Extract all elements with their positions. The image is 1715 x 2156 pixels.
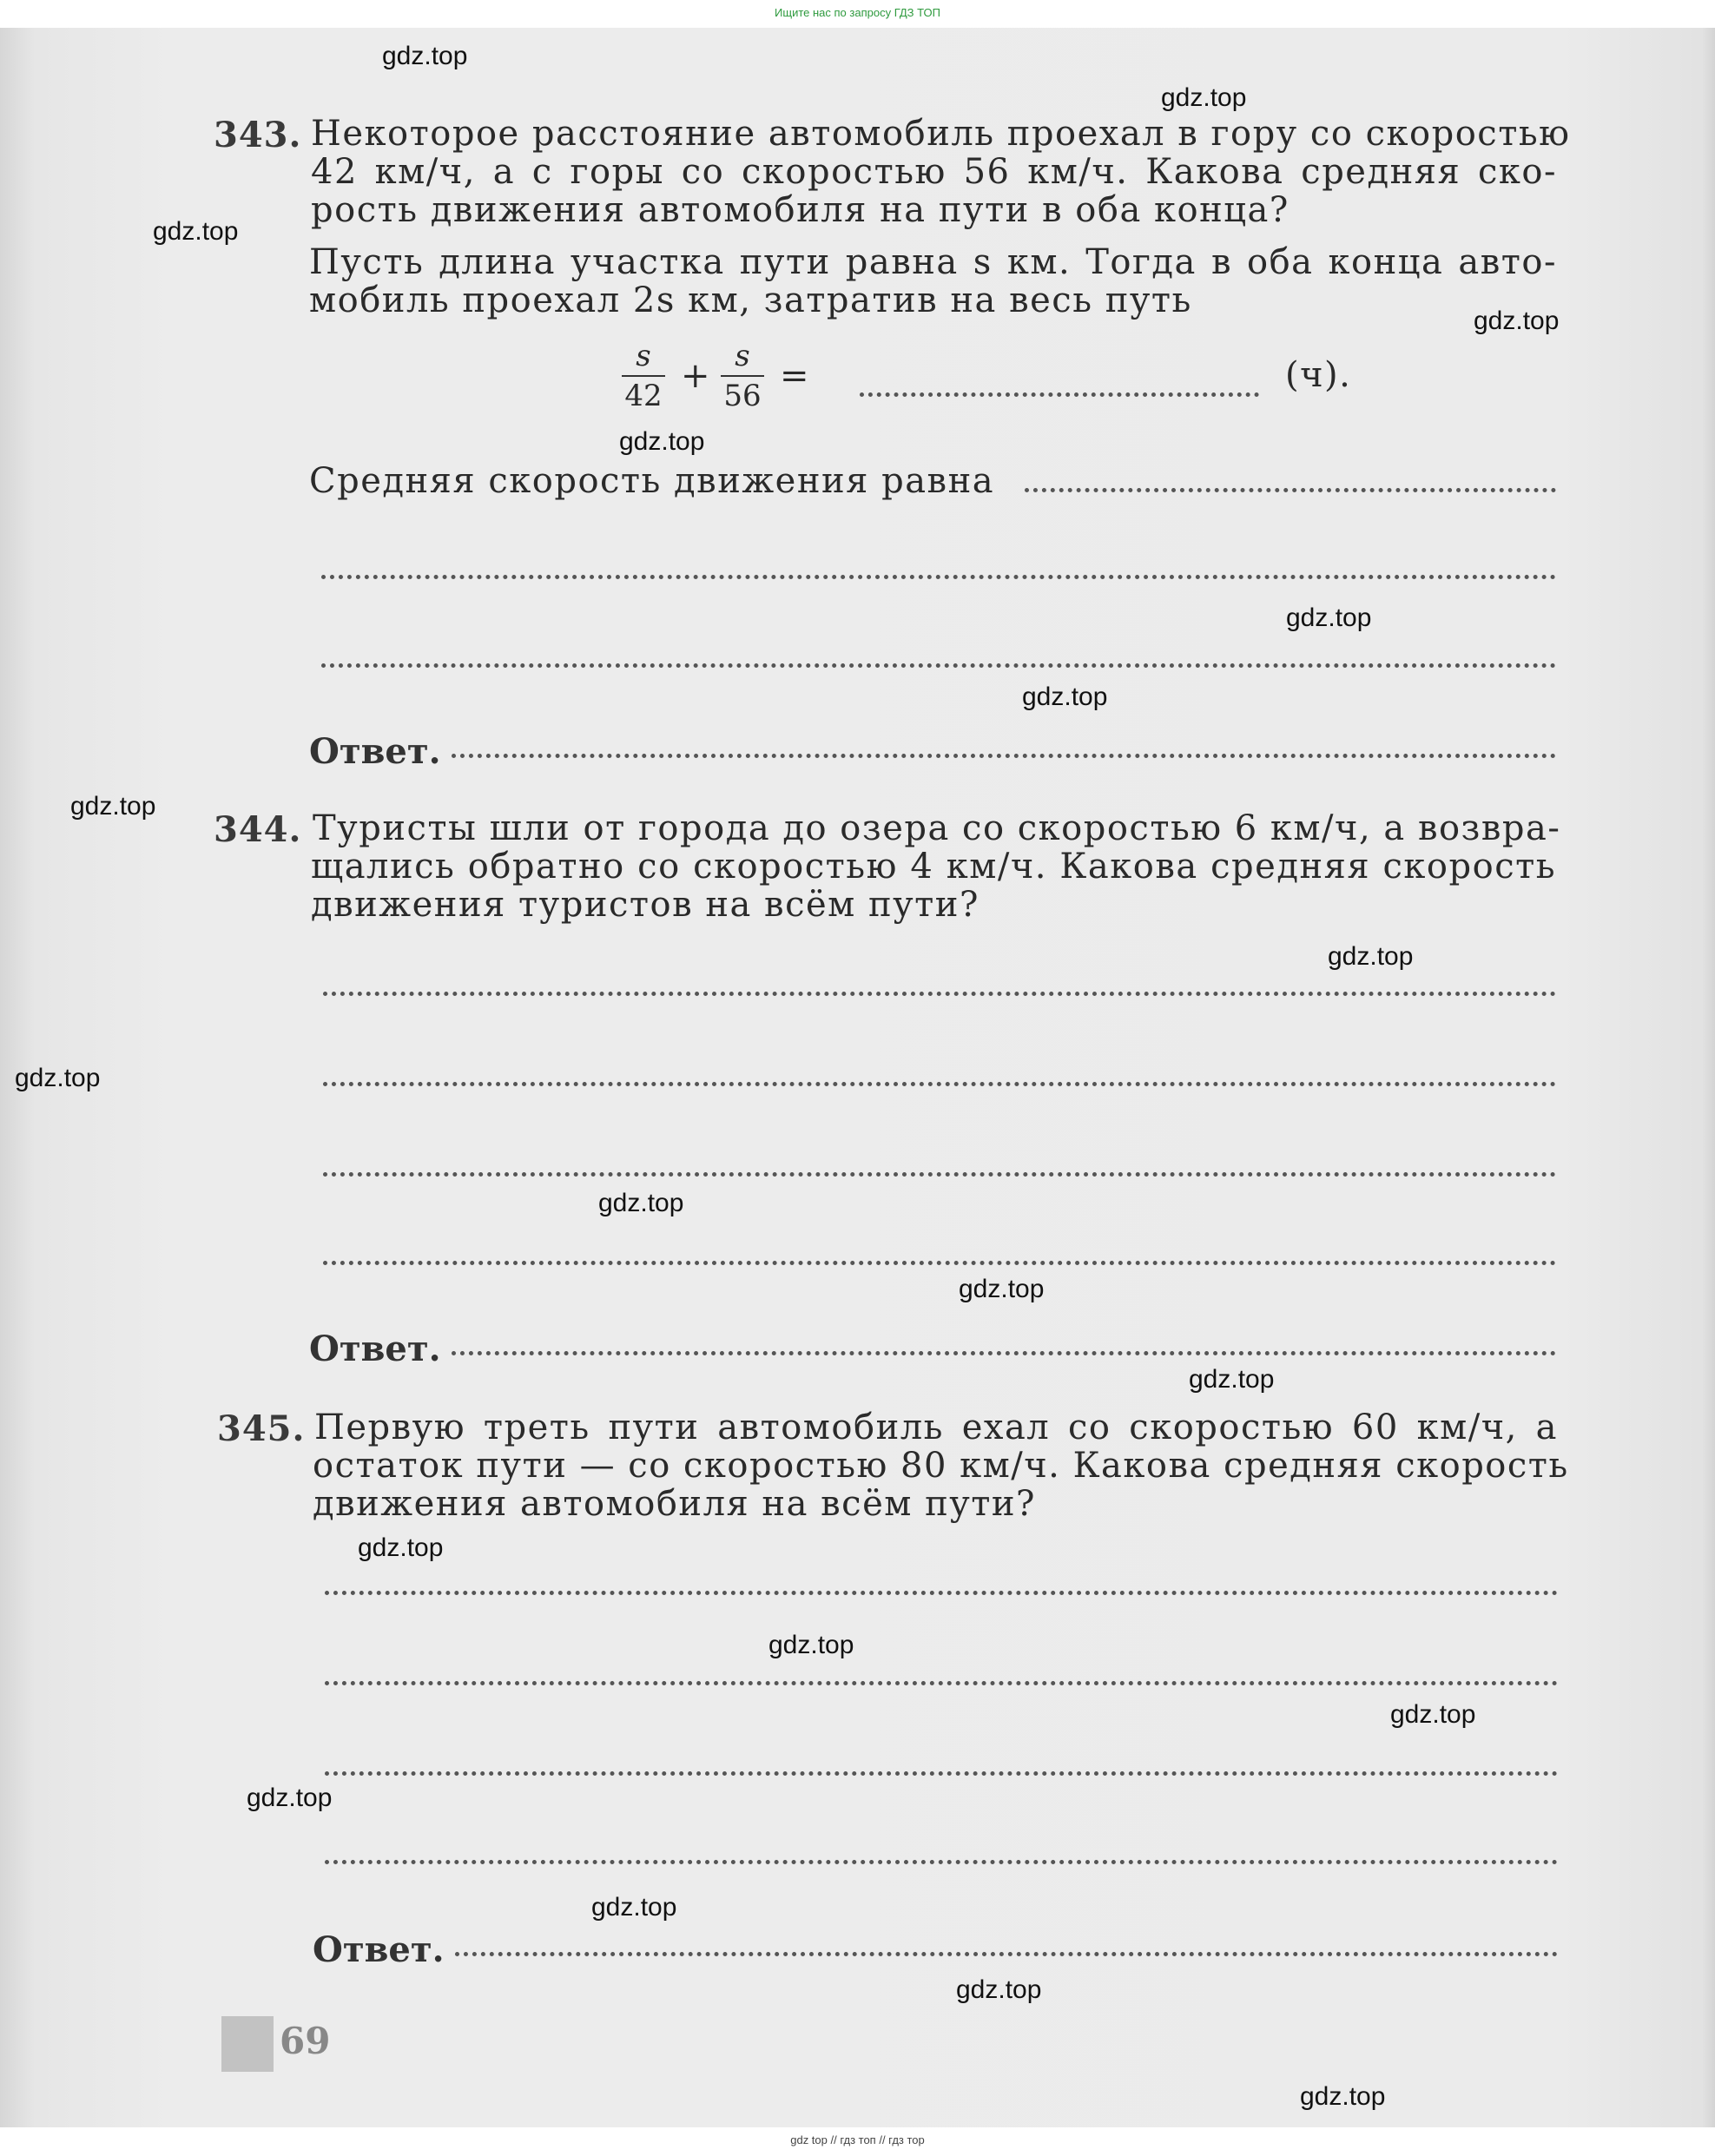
problem-345-line-1: Первую треть пути автомобиль ехал со скоростью 60 км/ч, а	[314, 1408, 1558, 1447]
watermark: gdz.top	[1022, 682, 1108, 711]
unit-hours: (ч).	[1285, 355, 1352, 395]
watermark: gdz.top	[1474, 307, 1560, 335]
problem-343-answer-label: Ответ.	[309, 731, 441, 772]
fill-in-dots[interactable]	[325, 1771, 1558, 1776]
bottom-banner: gdz top // гдз топ // гдз тор	[790, 2133, 925, 2146]
answer-dots[interactable]	[452, 1351, 1556, 1355]
problem-345-line-2: остаток пути — со скоростью 80 км/ч. Какова средняя скорость	[313, 1446, 1569, 1486]
fill-in-dots[interactable]	[860, 392, 1259, 397]
fill-in-dots[interactable]	[321, 663, 1556, 668]
answer-dots[interactable]	[455, 1952, 1558, 1956]
watermark: gdz.top	[1390, 1700, 1476, 1729]
watermark: gdz.top	[1300, 2082, 1386, 2111]
problem-345-answer-label: Ответ.	[313, 1929, 445, 1970]
fraction-s-over-42	[622, 339, 665, 413]
problem-344-number: 344.	[214, 809, 302, 850]
watermark: gdz.top	[382, 42, 468, 70]
problem-343-number: 343.	[214, 115, 302, 155]
problem-344-answer-label: Ответ.	[309, 1329, 441, 1369]
problem-343-line-1: Некоторое расстояние автомобиль проехал в гору со скоростью	[311, 114, 1571, 154]
fill-in-dots[interactable]	[325, 1681, 1558, 1685]
page-number-box	[221, 2016, 274, 2072]
watermark: gdz.top	[1189, 1365, 1275, 1394]
fill-in-dots[interactable]	[321, 575, 1556, 579]
problem-345-line-3: движения автомобиля на всём пути?	[313, 1484, 1036, 1524]
answer-dots[interactable]	[452, 754, 1556, 758]
equals-sign: =	[780, 356, 809, 396]
watermark: gdz.top	[768, 1631, 854, 1659]
fill-in-dots[interactable]	[323, 1261, 1556, 1265]
fill-in-dots[interactable]	[325, 1860, 1558, 1864]
problem-343-line-4: Пусть длина участка пути равна s км. Тогда в оба конца авто-	[309, 242, 1557, 282]
watermark: gdz.top	[598, 1189, 684, 1217]
watermark: gdz.top	[153, 217, 239, 246]
problem-343-line-2: 42 км/ч, а с горы со скоростью 56 км/ч. Какова средняя ско-	[311, 152, 1557, 192]
watermark: gdz.top	[591, 1893, 677, 1922]
fraction-2-bar	[721, 375, 764, 377]
watermark: gdz.top	[619, 427, 705, 456]
workbook-page	[0, 28, 1715, 2127]
problem-344-line-1: Туристы шли от города до озера со скоростью 6 км/ч, а возвра-	[313, 808, 1561, 848]
fill-in-dots[interactable]	[323, 1172, 1556, 1177]
watermark: gdz.top	[956, 1975, 1042, 2004]
watermark: gdz.top	[15, 1064, 101, 1092]
fraction-1-numerator: s	[636, 339, 651, 373]
problem-345-number: 345.	[217, 1408, 306, 1449]
watermark: gdz.top	[358, 1533, 444, 1562]
fill-in-dots[interactable]	[325, 1591, 1558, 1595]
fill-in-dots[interactable]	[1025, 488, 1556, 492]
fraction-1-denominator: 42	[624, 379, 663, 413]
watermark: gdz.top	[1161, 83, 1247, 112]
watermark: gdz.top	[1286, 603, 1372, 632]
problem-343-line-5: мобиль проехал 2s км, затратив на весь путь	[309, 280, 1192, 320]
fraction-2-numerator: s	[735, 339, 750, 373]
fraction-1-bar	[622, 375, 665, 377]
fraction-2-denominator: 56	[723, 379, 762, 413]
watermark: gdz.top	[1328, 942, 1414, 971]
problem-343-line-3: рость движения автомобиля на пути в оба конца?	[311, 190, 1290, 230]
problem-343-line-6: Средняя скорость движения равна	[309, 461, 995, 501]
problem-344-line-3: движения туристов на всём пути?	[311, 885, 980, 925]
top-banner: Ищите нас по запросу ГДЗ ТОП	[775, 6, 940, 19]
problem-344-line-2: щались обратно со скоростью 4 км/ч. Какова средняя скорость	[311, 847, 1556, 887]
watermark: gdz.top	[70, 792, 156, 821]
fill-in-dots[interactable]	[323, 992, 1556, 996]
plus-sign: +	[681, 356, 710, 396]
watermark: gdz.top	[247, 1783, 333, 1812]
watermark: gdz.top	[959, 1275, 1045, 1303]
fraction-s-over-56	[721, 339, 764, 413]
page-number: 69	[280, 2020, 331, 2062]
fill-in-dots[interactable]	[323, 1082, 1556, 1086]
